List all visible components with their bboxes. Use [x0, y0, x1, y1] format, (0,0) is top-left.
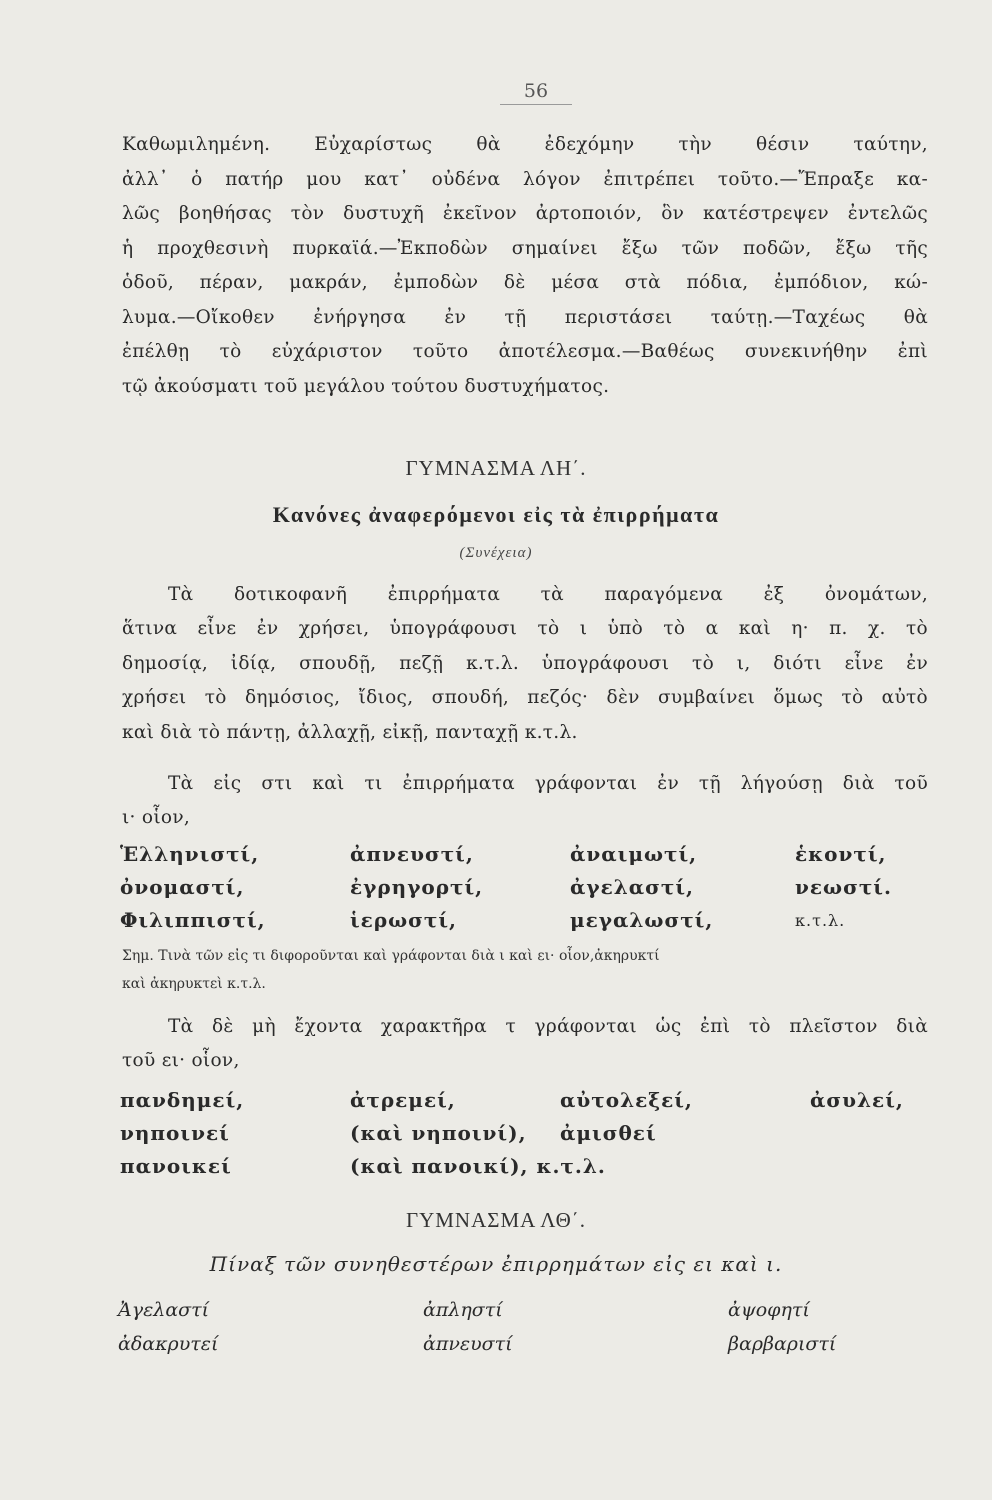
paragraph-4	[168, 1010, 928, 1045]
text-line: τοῦ ει· οἷον,	[122, 1050, 240, 1071]
list-item: ἱερωστί,	[350, 908, 458, 932]
list-item: ἀγελαστί,	[570, 875, 695, 899]
text-line: Τὰ δοτικοφανῆ ἐπιρρήματα τὰ παραγόμενα ἐξ ὀνομάτων,	[168, 584, 928, 605]
text-line: ι· οἷον,	[122, 807, 191, 828]
exercise-heading-2: ΓΥΜΝΑΣΜΑ ΛΘ΄.	[405, 1208, 587, 1232]
list-item: μεγαλωστί,	[570, 908, 714, 932]
list-item: βαρβαριστί	[728, 1333, 837, 1355]
text-line: ὁδοῦ, πέραν, μακράν, ἐμποδὼν δὲ μέσα στὰ πόδια, ἐμπόδιον, κώ-	[122, 272, 928, 293]
list-item: πανοικεί	[120, 1154, 232, 1178]
list-item: ἀψοφητί	[728, 1299, 810, 1321]
list-item: νηποινεί	[120, 1121, 230, 1145]
paragraph-1	[122, 128, 928, 404]
text-line: ἐπέλθῃ τὸ εὐχάριστον τοῦτο ἀποτέλεσμα.—Βαθέως συνεκινήθην ἐπὶ	[122, 341, 928, 362]
adverb-list-2	[120, 1084, 930, 1183]
list-item: ἐγρηγορτί,	[350, 875, 484, 899]
page-number: 56	[500, 80, 572, 105]
list-item: ἑκοντί,	[795, 842, 887, 866]
text-line: ἡ προχθεσινὴ πυρκαϊά.—Ἐκποδὼν σημαίνει ἔξω τῶν ποδῶν, ἔξω τῆς	[122, 237, 928, 259]
text-line: ἀλλ᾽ ὁ πατήρ μου κατ᾽ οὐδένα λόγον ἐπιτρέπει τοῦτο.—Ἔπραξε κα-	[122, 168, 928, 190]
text-line: Τὰ δὲ μὴ ἔχοντα χαρακτῆρα τ γράφονται ὡς ἐπὶ τὸ πλεῖστον διὰ	[168, 1016, 928, 1037]
section-title: Κανόνες ἀναφερόμενοι εἰς τὰ ἐπιρρήματα	[272, 502, 720, 527]
text-line: Καθωμιλημένη. Εὐχαρίστως θὰ ἐδεχόμην τὴν θέσιν ταύτην,	[122, 134, 928, 155]
list-item: ἀπνευστί,	[350, 842, 474, 866]
text-line: δημοσίᾳ, ἰδίᾳ, σπουδῇ, πεζῇ κ.τ.λ. ὑπογράφουσι τὸ ι, διότι εἶνε ἐν	[122, 652, 928, 674]
list-item: ἀτρεμεί,	[350, 1088, 456, 1112]
adverb-table	[118, 1293, 938, 1361]
text-line: τῷ ἀκούσματι τοῦ μεγάλου τούτου δυστυχήματος.	[122, 375, 610, 397]
text-line: Τὰ εἰς στι καὶ τι ἐπιρρήματα γράφονται ἐν τῇ λήγούσῃ διὰ τοῦ	[168, 773, 928, 794]
list-item: (καὶ πανοικί), κ.τ.λ.	[350, 1154, 606, 1178]
list-item: ἀναιμωτί,	[570, 842, 698, 866]
list-item: αὐτολεξεί,	[560, 1088, 693, 1112]
paragraph-2-cont	[122, 612, 928, 750]
list-item: ἀμισθεί	[560, 1121, 657, 1145]
text-line: λῶς βοηθήσας τὸν δυστυχῆ ἐκεῖνον ἀρτοποιόν, ὃν κατέστρεψεν ἐντελῶς	[122, 203, 928, 224]
list-item: νεωστί.	[795, 875, 892, 899]
paragraph-3-cont	[122, 801, 928, 836]
list-item: ἀπληστί	[423, 1299, 503, 1321]
section-title-2: Πίναξ τῶν συνηθεστέρων ἐπιρρημάτων εἰς ει καὶ ι.	[209, 1252, 783, 1276]
text-line: ἅτινα εἶνε ἐν χρήσει, ὑπογράφουσι τὸ ι ὑπὸ τὸ α καὶ η· π. χ. τὸ	[122, 618, 928, 639]
list-item: Ἀγελαστί	[118, 1299, 210, 1321]
list-item: Φιλιππιστί,	[120, 908, 266, 932]
text-line: χρήσει τὸ δημόσιος, ἴδιος, σπουδή, πεζός· δὲν συμβαίνει ὅμως τὸ αὐτὸ	[122, 687, 928, 708]
exercise-heading: ΓΥΜΝΑΣΜΑ ΛΗ΄.	[405, 456, 587, 480]
list-item: ἀπνευστί	[423, 1333, 513, 1355]
text-line: καὶ διὰ τὸ πάντῃ, ἀλλαχῇ, εἰκῇ, πανταχῇ κ.τ.λ.	[122, 721, 578, 743]
paragraph-2	[168, 578, 928, 613]
list-item: πανδημεί,	[120, 1088, 245, 1112]
list-item: (καὶ νηποινί),	[350, 1121, 527, 1145]
list-item: ἀσυλεί,	[810, 1088, 904, 1112]
list-item: ἀδακρυτεί	[118, 1333, 219, 1355]
text-line: καὶ ἀκηρυκτεὶ κ.τ.λ.	[122, 976, 266, 992]
list-item	[810, 1117, 930, 1150]
list-item: Ἑλληνιστί,	[120, 842, 260, 866]
adverb-list-1	[120, 838, 930, 937]
text-line: Σημ. Τινὰ τῶν εἰς τι διφοροῦνται καὶ γράφονται διὰ ι καὶ ει· οἷον,ἀκηρυκτί	[122, 948, 660, 964]
paragraph-3	[168, 767, 928, 802]
list-item	[810, 1150, 930, 1183]
paragraph-4-cont	[122, 1044, 928, 1079]
list-item: κ.τ.λ.	[795, 911, 846, 930]
list-item: ὀνομαστί,	[120, 875, 245, 899]
section-subtitle: (Συνέχεια)	[459, 545, 533, 561]
text-line: λυμα.—Οἴκοθεν ἐνήργησα ἐν τῇ περιστάσει ταύτῃ.—Ταχέως θὰ	[122, 306, 928, 328]
footnote	[122, 942, 928, 998]
